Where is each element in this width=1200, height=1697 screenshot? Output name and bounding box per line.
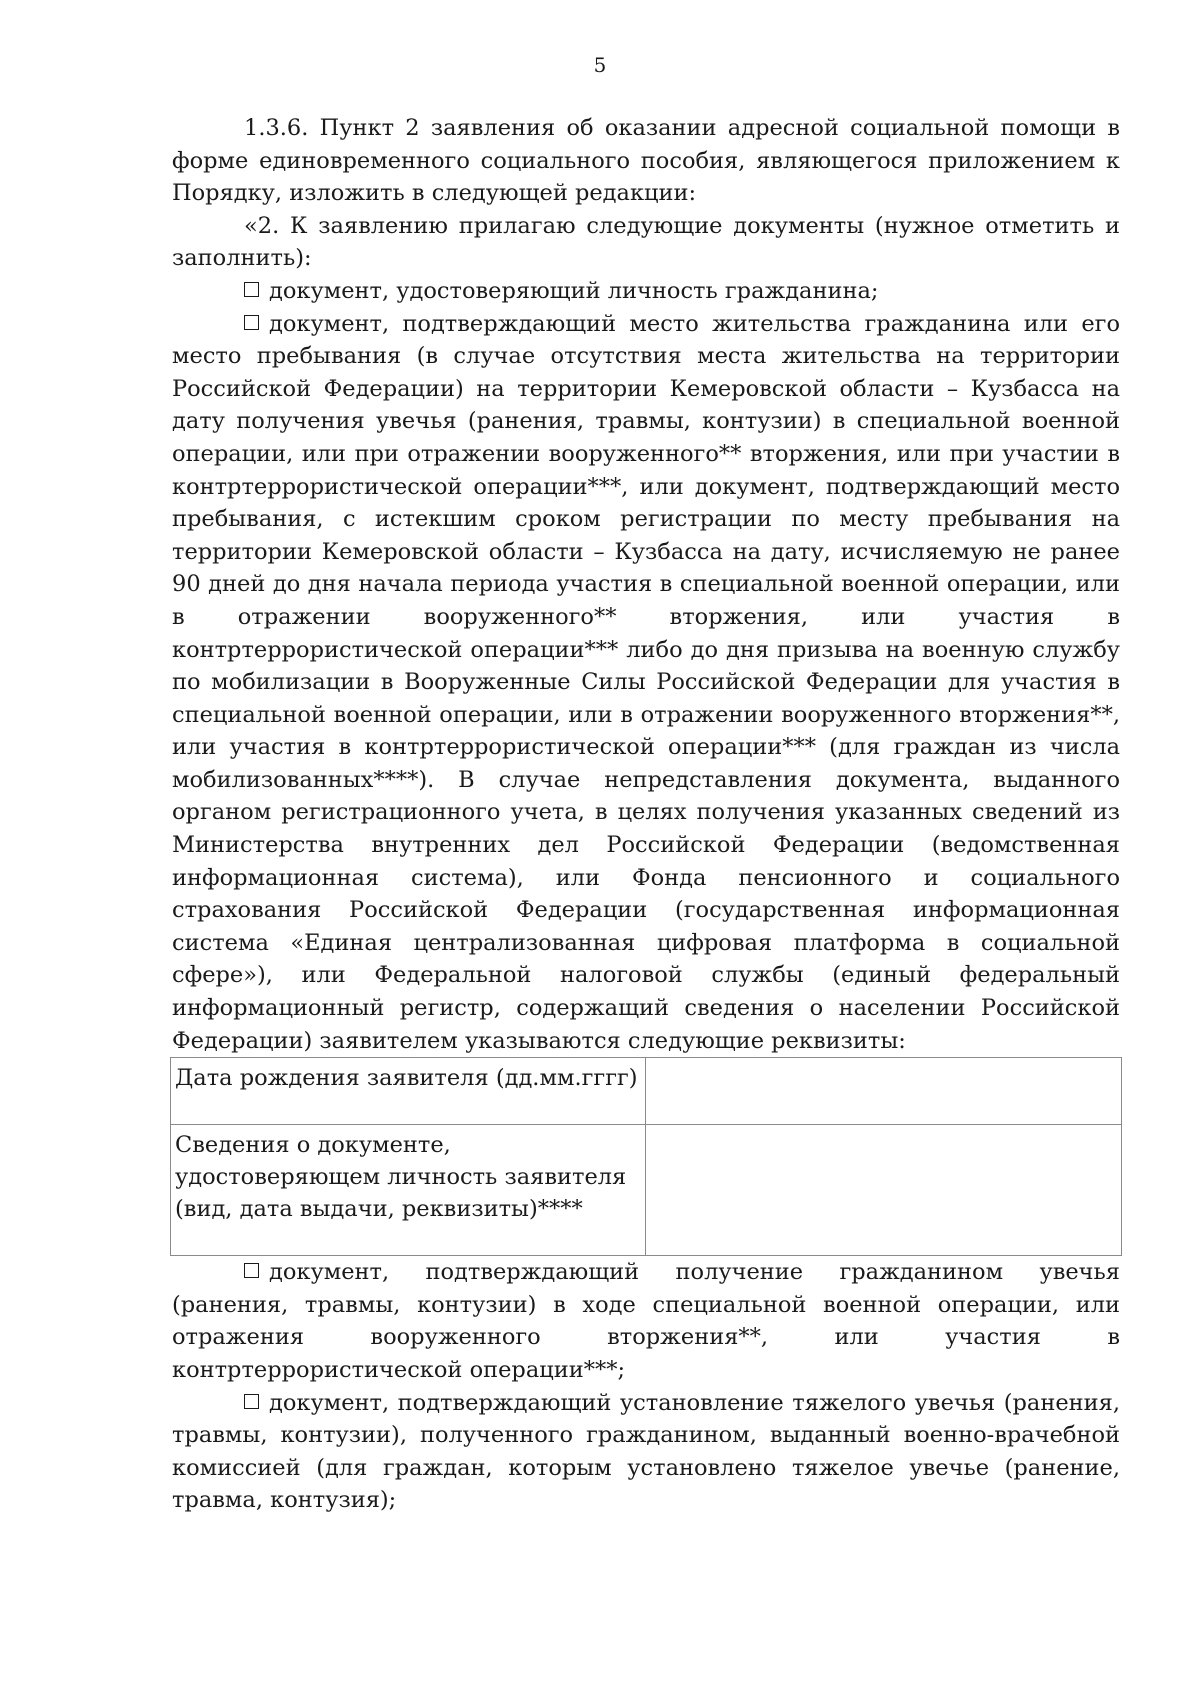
- checklist-item-text: документ, подтверждающий получение гражданином увечья (ранения, травмы, контузии) в ходе специальной военной операции, или отражения вооруженного вторжения**, или участия в контртеррористической операции***;: [172, 1259, 1120, 1383]
- paragraph-amendment-intro: 1.3.6. Пункт 2 заявления об оказании адресной социальной помощи в форме единовременного социального пособия, являющегося приложением к Порядку, изложить в следующей редакции:: [172, 115, 1120, 207]
- checklist-item-text: документ, удостоверяющий личность гражданина;: [269, 277, 879, 304]
- paragraph-documents-intro: «2. К заявлению прилагаю следующие документы (нужное отметить и заполнить):: [172, 212, 1120, 272]
- checklist-item-injury-document: [172, 1256, 1120, 1386]
- table-cell-label: Сведения о документе, удостоверяющем личность заявителя (вид, дата выдачи, реквизиты)****: [171, 1125, 646, 1256]
- checklist-item-identity-document: [172, 275, 1120, 308]
- identity-document-field[interactable]: [646, 1125, 1122, 1256]
- checklist-item-severe-injury-document: [172, 1387, 1120, 1517]
- table-row: [171, 1125, 1122, 1256]
- requisites-table: [170, 1057, 1122, 1256]
- checkbox-icon[interactable]: [244, 1263, 259, 1278]
- birth-date-field[interactable]: [646, 1058, 1122, 1125]
- table-cell-label: Дата рождения заявителя (дд.мм.гггг): [171, 1058, 646, 1125]
- checkbox-icon[interactable]: [244, 282, 259, 297]
- checkbox-icon[interactable]: [244, 315, 259, 330]
- document-body: [172, 112, 1120, 1517]
- table-row: [171, 1058, 1122, 1125]
- page-number: 5: [593, 53, 607, 77]
- checkbox-icon[interactable]: [244, 1394, 259, 1409]
- checklist-item-text: документ, подтверждающий место жительства гражданина или его место пребывания (в случае отсутствия места жительства на территории Российской Федерации) на территории Кемеровской области – Кузбасса на дату получения увечья (ранения, травмы, контузии) в специальной военной операции, или при отражении вооруженного** вторжения, или при участии в контртеррористической операции***, или документ, подтверждающий место пребывания, с истекшим сроком регистрации по месту пребывания на территории Кемеровской области – Кузбасса на дату, исчисляемую не ранее 90 дней до дня начала периода участия в специальной военной операции, или в отражении вооруженного** вторжения, или участия в контртеррористической операции*** либо до дня призыва на военную службу по мобилизации в Вооруженные Силы Российской Федерации для участия в специальной военной операции, или в отражении вооруженного вторжения**, или участия в контртеррористической операции*** (для граждан из числа мобилизованных****). В случае непредставления документа, выданного органом регистрационного учета, в целях получения указанных сведений из Министерства внутренних дел Российской Федерации (ведомственная информационная система), или Фонда пенсионного и социального страхования Российской Федерации (государственная информационная система «Единая централизованная цифровая платформа в социальной сфере»), или Федеральной налоговой службы (единый федеральный информационный регистр, содержащий сведения о населении Российской Федерации) заявителем указываются следующие реквизиты:: [172, 310, 1120, 1054]
- checklist-item-residence-document: [172, 308, 1120, 1058]
- checklist-item-text: документ, подтверждающий установление тяжелого увечья (ранения, травмы, контузии), полученного гражданином, выданный военно-врачебной комиссией (для граждан, которым установлено тяжелое увечье (ранение, травма, контузия);: [172, 1389, 1120, 1514]
